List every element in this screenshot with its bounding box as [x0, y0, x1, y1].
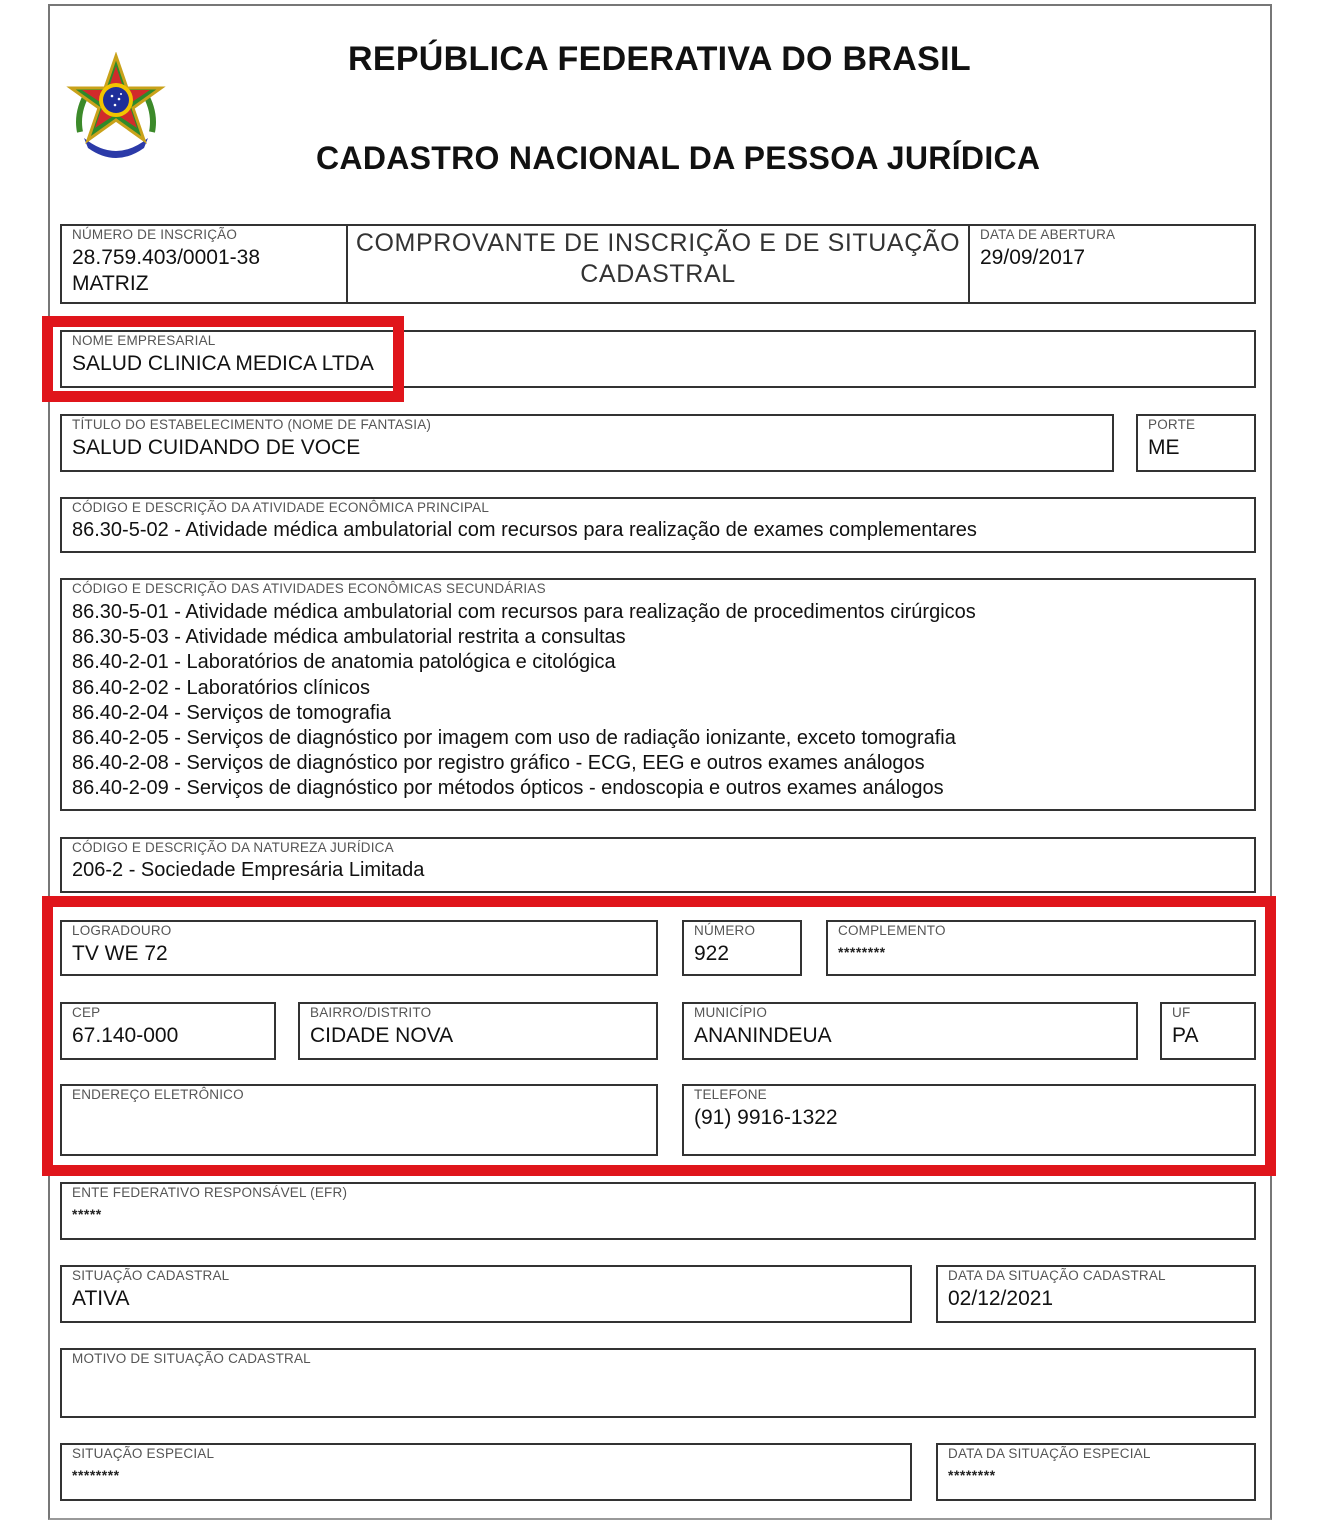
field-label: CÓDIGO E DESCRIÇÃO DA ATIVIDADE ECONÔMICA PRINCIPAL: [72, 500, 490, 515]
state-field: [1160, 1002, 1256, 1060]
registration-status-value: ATIVA: [72, 1287, 130, 1310]
status-date-value: 02/12/2021: [948, 1287, 1054, 1310]
field-label: ENDEREÇO ELETRÔNICO: [72, 1087, 244, 1102]
opening-date-value: 29/09/2017: [980, 246, 1086, 269]
registration-status-field: [60, 1265, 912, 1323]
field-label: BAIRRO/DISTRITO: [310, 1005, 432, 1020]
complement-value: ********: [838, 944, 886, 960]
legal-nature-field: [60, 837, 1256, 893]
district-field: [298, 1002, 658, 1060]
document-type-line-2: CADASTRAL: [580, 260, 736, 288]
field-label: DATA DA SITUAÇÃO CADASTRAL: [948, 1268, 1166, 1283]
field-label: TÍTULO DO ESTABELECIMENTO (NOME DE FANTASIA): [72, 417, 432, 432]
field-label: NOME EMPRESARIAL: [72, 333, 216, 348]
list-item: 86.40-2-09 - Serviços de diagnóstico por métodos ópticos - endoscopia e outros exames análogos: [72, 777, 944, 800]
zip-code-field: [60, 1002, 276, 1060]
cnpj-value: 28.759.403/0001-38: [72, 246, 261, 269]
street-number-field: [682, 920, 802, 976]
zip-code-value: 67.140-000: [72, 1024, 179, 1047]
efr-field: [60, 1182, 1256, 1240]
field-label: NÚMERO: [694, 923, 756, 938]
field-label: CÓDIGO E DESCRIÇÃO DA NATUREZA JURÍDICA: [72, 840, 394, 855]
page-subtitle: CADASTRO NACIONAL DA PESSOA JURÍDICA: [316, 140, 1041, 176]
street-field: [60, 920, 658, 976]
field-label: PORTE: [1148, 417, 1196, 432]
special-status-field: [60, 1443, 912, 1501]
list-item: 86.40-2-05 - Serviços de diagnóstico por imagem com uso de radiação ionizante, exceto tomografia: [72, 727, 956, 750]
field-label: CEP: [72, 1005, 101, 1020]
field-label: MUNICÍPIO: [694, 1005, 768, 1020]
field-label: LOGRADOURO: [72, 923, 172, 938]
field-label: SITUAÇÃO ESPECIAL: [72, 1446, 215, 1461]
list-item: 86.30-5-01 - Atividade médica ambulatorial com recursos para realização de procedimentos cirúrgicos: [72, 601, 976, 623]
main-activity-field: [60, 497, 1256, 553]
trade-name-value: SALUD CUIDANDO DE VOCE: [72, 436, 361, 459]
phone-value: (91) 9916-1322: [694, 1106, 838, 1129]
field-label: DATA DA SITUAÇÃO ESPECIAL: [948, 1446, 1151, 1461]
coat-of-arms-emblem: [66, 52, 166, 168]
field-label: ENTE FEDERATIVO RESPONSÁVEL (EFR): [72, 1185, 348, 1200]
special-status-value: ********: [72, 1467, 120, 1483]
field-label: DATA DE ABERTURA: [980, 227, 1116, 242]
special-status-date-field: [936, 1443, 1256, 1501]
inscription-number-field: [60, 224, 348, 304]
legal-nature-value: 206-2 - Sociedade Empresária Limitada: [72, 859, 425, 881]
field-label: SITUAÇÃO CADASTRAL: [72, 1268, 230, 1283]
document-type-line-1: COMPROVANTE DE INSCRIÇÃO E DE SITUAÇÃO: [355, 229, 961, 257]
business-name-field: [60, 330, 1256, 388]
complement-field: [826, 920, 1256, 976]
field-label: UF: [1172, 1005, 1191, 1020]
street-number-value: 922: [694, 942, 730, 965]
field-label: MOTIVO DE SITUAÇÃO CADASTRAL: [72, 1351, 311, 1366]
status-date-field: [936, 1265, 1256, 1323]
page-title: REPÚBLICA FEDERATIVA DO BRASIL: [348, 40, 971, 78]
field-label: NÚMERO DE INSCRIÇÃO: [72, 227, 238, 242]
field-label: CÓDIGO E DESCRIÇÃO DAS ATIVIDADES ECONÔMICAS SECUNDÁRIAS: [72, 581, 546, 596]
trade-name-field: [60, 414, 1114, 472]
secondary-activities-field: [60, 578, 1256, 811]
street-value: TV WE 72: [72, 942, 168, 965]
phone-field: [682, 1084, 1256, 1156]
document-type-title: [348, 228, 968, 290]
list-item: 86.40-2-08 - Serviços de diagnóstico por registro gráfico - ECG, EEG e outros exames análogos: [72, 752, 925, 775]
district-value: CIDADE NOVA: [310, 1024, 454, 1047]
company-size-value: ME: [1148, 436, 1180, 459]
company-size-field: [1136, 414, 1256, 472]
efr-value: *****: [72, 1206, 102, 1222]
special-status-date-value: ********: [948, 1467, 996, 1483]
email-field: [60, 1084, 658, 1156]
establishment-type-value: MATRIZ: [72, 272, 149, 295]
field-label: TELEFONE: [694, 1087, 767, 1102]
field-label: COMPLEMENTO: [838, 923, 946, 938]
document-type-field: [346, 224, 970, 304]
city-value: ANANINDEUA: [694, 1024, 832, 1047]
opening-date-field: [968, 224, 1256, 304]
list-item: 86.40-2-02 - Laboratórios clínicos: [72, 676, 370, 699]
city-field: [682, 1002, 1138, 1060]
list-item: 86.40-2-04 - Serviços de tomografia: [72, 701, 392, 724]
main-activity-value: 86.30-5-02 - Atividade médica ambulatorial com recursos para realização de exames complementares: [72, 519, 977, 541]
state-value: PA: [1172, 1024, 1199, 1047]
secondary-activities-list: [72, 600, 976, 802]
business-name-value: SALUD CLINICA MEDICA LTDA: [72, 352, 374, 375]
status-reason-field: [60, 1348, 1256, 1418]
list-item: 86.30-5-03 - Atividade médica ambulatorial restrita a consultas: [72, 626, 626, 649]
list-item: 86.40-2-01 - Laboratórios de anatomia patológica e citológica: [72, 651, 616, 674]
